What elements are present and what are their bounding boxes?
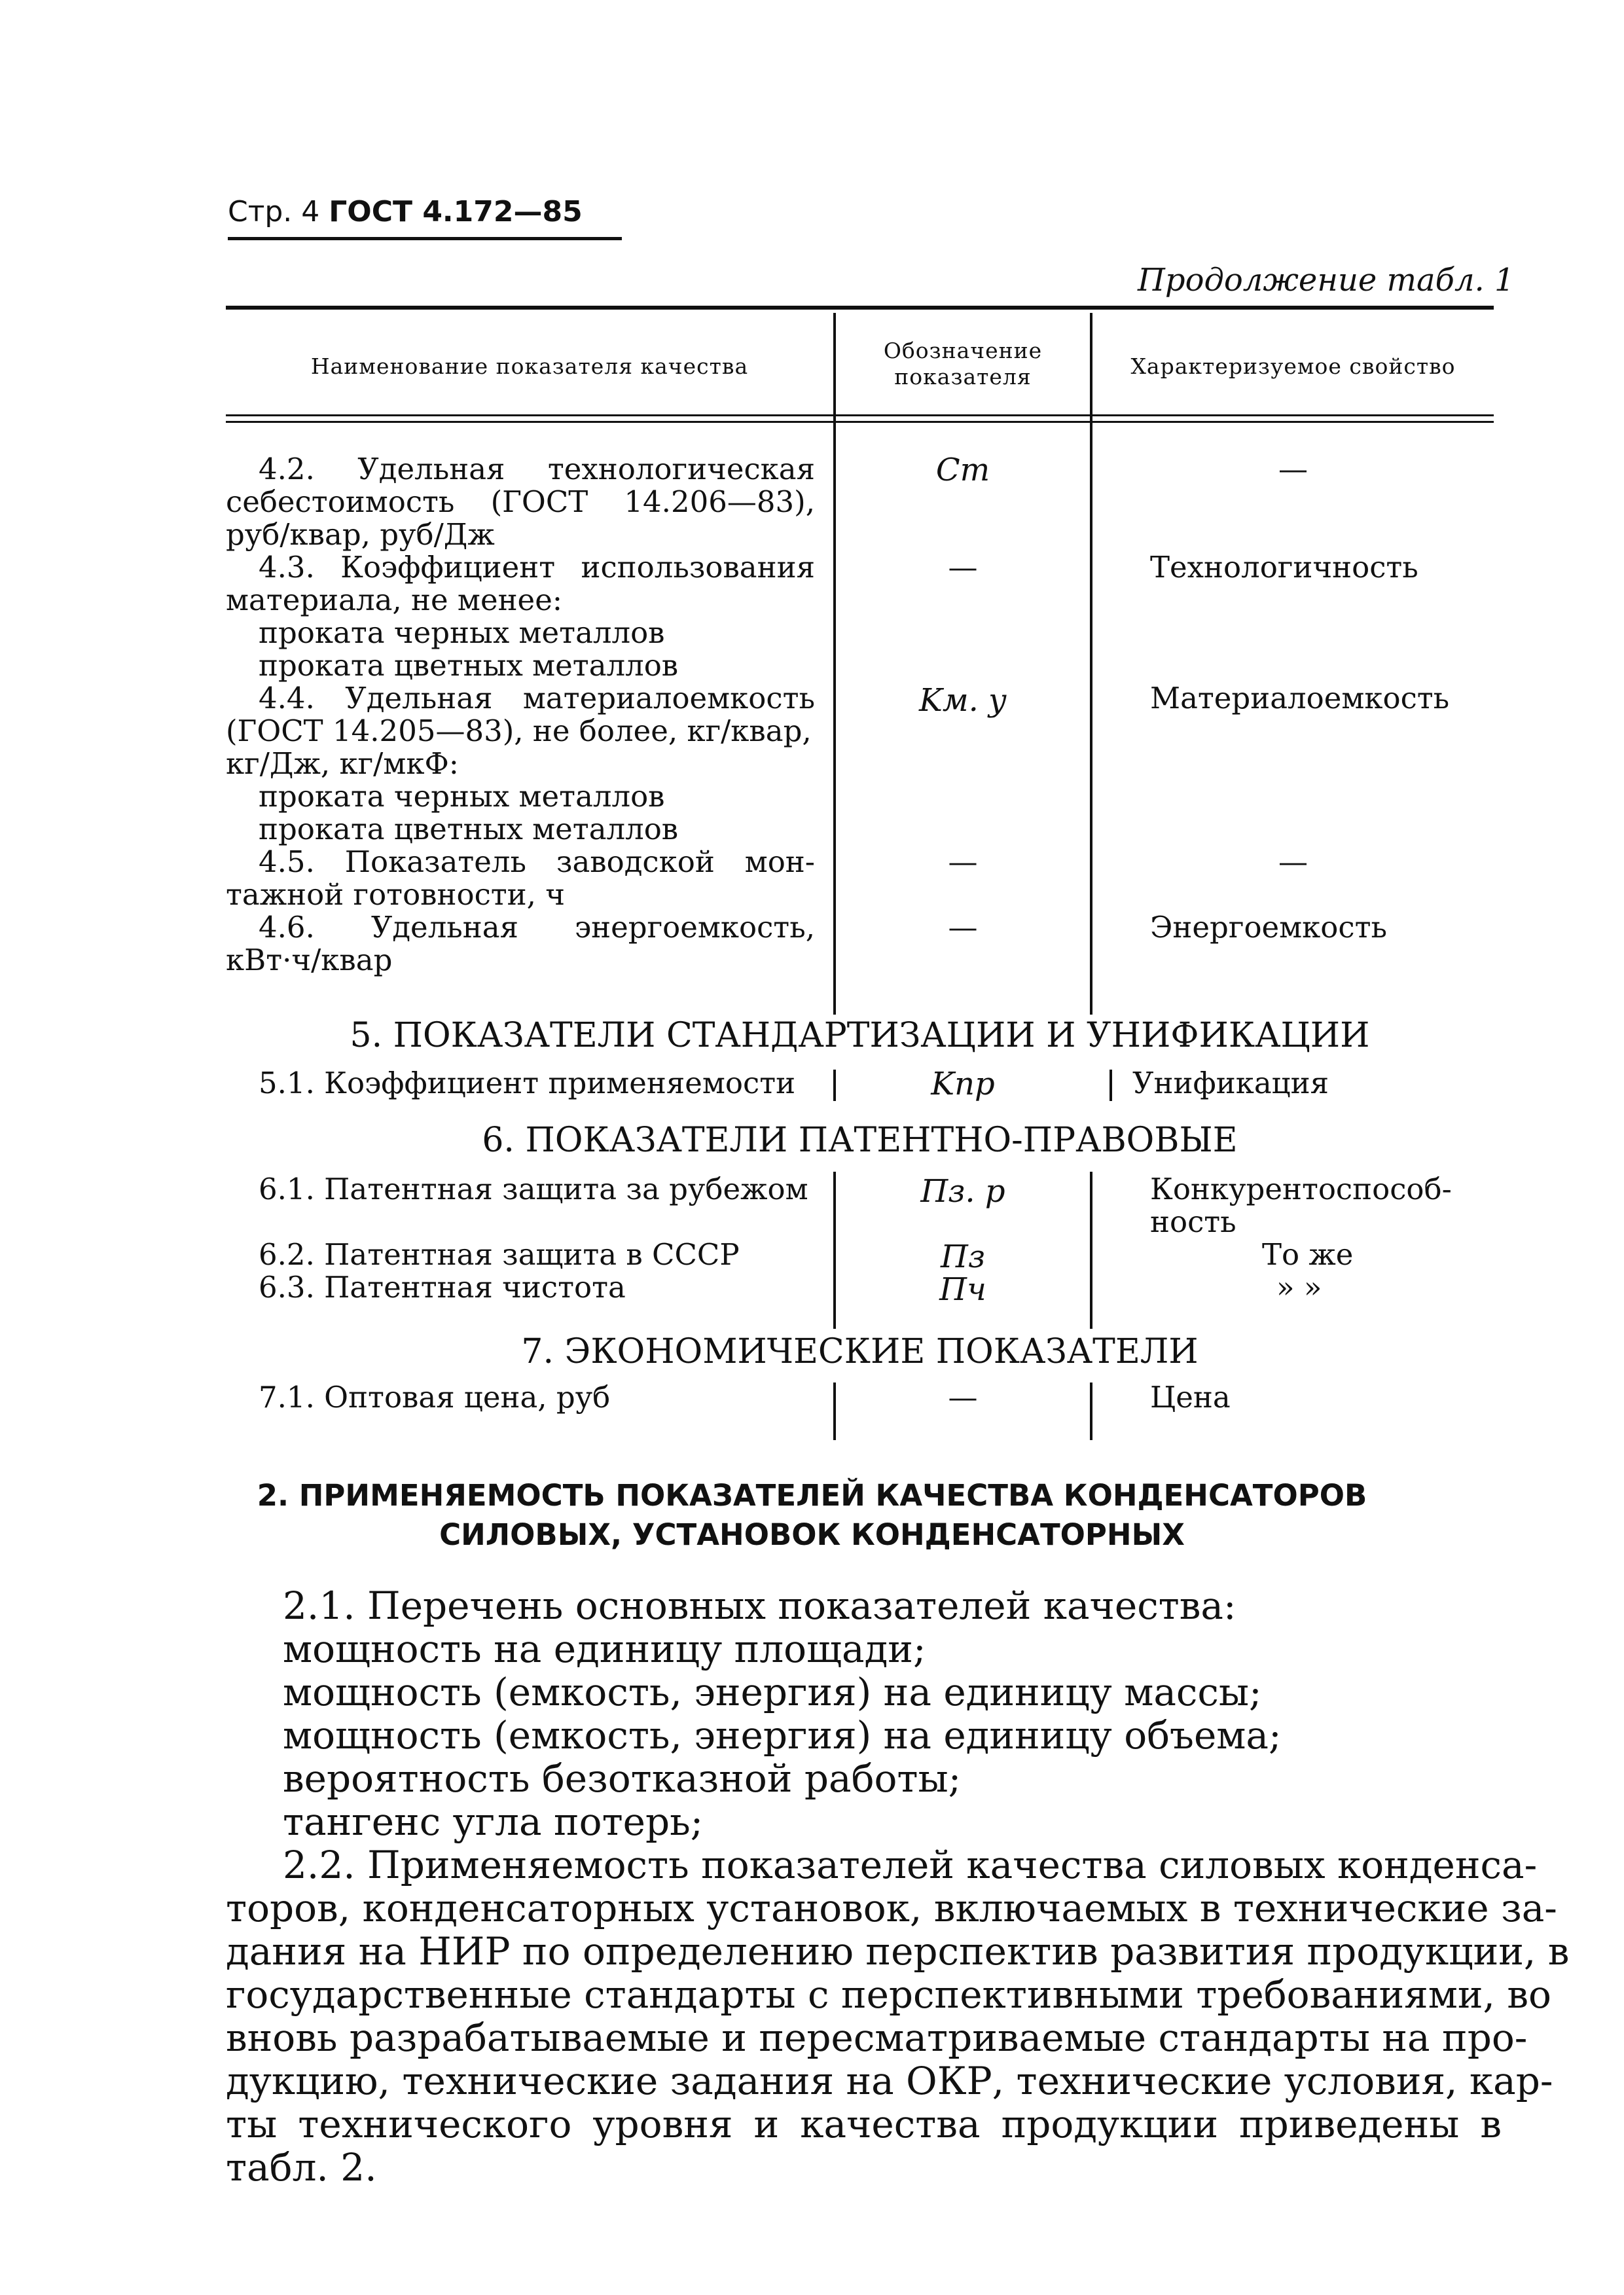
row-4-5-symbol: — [948,844,978,879]
page-header [228,195,583,228]
p22-line-4: государственные стандарты с перспективными требованиями, во [226,1972,1551,2017]
row-4-6-name-line-1: 4.6. Удельная энергоемкость, [259,910,815,945]
section-7-title: 7. ЭКОНОМИЧЕСКИЕ ПОКАЗАТЕЛИ [521,1332,1199,1371]
section-2-heading-line-1: 2. ПРИМЕНЯЕМОСТЬ ПОКАЗАТЕЛЕЙ КАЧЕСТВА КОНДЕНСАТОРОВ [257,1478,1367,1513]
row-4-3-symbol: — [948,550,978,585]
row-4-4-symbol: Kм. у [918,682,1007,719]
header-underline [228,237,622,240]
p21-line-4: мощность (емкость, энергия) на единицу объема; [283,1713,1282,1758]
row-5-1-divider-2 [1110,1070,1112,1101]
row-7-1-symbol: — [948,1380,978,1415]
column-header-property: Характеризуемое свойство [1130,353,1456,379]
column-divider-2 [1090,313,1092,1015]
row-4-3-name-line-4: проката цветных металлов [259,648,679,683]
row-4-4-property: Материалоемкость [1150,681,1450,715]
row-5-1-symbol: Kпр [931,1066,995,1102]
p22-line-6: дукцию, технические задания на ОКР, технические условия, кар- [226,2059,1553,2103]
p21-line-5: вероятность безотказной работы; [283,1756,962,1801]
row-4-3-property: Технологичность [1150,550,1418,585]
row-7-1-divider-2 [1090,1382,1092,1440]
p22-line-7: ты технического уровня и качества продукции приведены в [226,2102,1502,2146]
p22-line-2: торов, конденсаторных установок, включаемых в технические за- [226,1886,1557,1930]
row-7-1-name: 7.1. Оптовая цена, руб [259,1380,611,1415]
p22-line-5: вновь разрабатываемые и пересматриваемые стандарты на про- [226,2015,1528,2060]
row-5-1-property: Унификация [1132,1066,1329,1100]
row-6-1-property-line-2: ность [1150,1204,1236,1239]
header-bottom-rule-2 [226,421,1494,423]
row-6-1-property-line-1: Конкурентоспособ- [1150,1172,1452,1206]
p21-line-2: мощность на единицу площади; [283,1627,926,1671]
row-4-6-symbol: — [948,910,978,945]
p22-line-1: 2.2. Применяемость показателей качества силовых конденса- [283,1843,1538,1887]
row-6-2-property: То же [1262,1237,1354,1272]
row-6-2-symbol: Пз [940,1238,986,1275]
row-4-6-property: Энергоемкость [1150,910,1387,945]
row-4-2-name-line-1: 4.2. Удельная технологическая [259,452,815,486]
table-continuation-label: Продолжение табл. 1 [1138,262,1515,298]
p22-line-8: табл. 2. [226,2145,377,2190]
row-6-2-name: 6.2. Патентная защита в СССР [259,1237,740,1272]
column-header-symbol-2: показателя [894,364,1032,389]
row-4-5-name-line-2: тажной готовности, ч [226,877,566,912]
column-header-symbol-1: Обозначение [883,338,1043,363]
row-4-2-name-line-2: себестоимость (ГОСТ 14.206—83), [226,484,815,519]
table-top-rule [226,306,1494,310]
row-6-3-name: 6.3. Патентная чистота [259,1270,626,1305]
p21-line-6: тангенс угла потерь; [283,1799,704,1844]
section-2-heading-line-2: СИЛОВЫХ, УСТАНОВОК КОНДЕНСАТОРНЫХ [439,1517,1185,1552]
row-4-2-property: — [1278,452,1308,486]
row-4-3-name-line-1: 4.3. Коэффициент использования [259,550,815,585]
p21-line-3: мощность (емкость, энергия) на единицу массы; [283,1670,1262,1714]
row-4-5-name-line-1: 4.5. Показатель заводской мон- [259,844,815,879]
header-bottom-rule-1 [226,414,1494,416]
row-4-4-name-line-2: (ГОСТ 14.205—83), не более, кг/квар, [226,714,812,748]
page-number: Стр. 4 [228,195,320,228]
standard-number: ГОСТ 4.172—85 [329,195,583,228]
row-4-3-name-line-3: проката черных металлов [259,615,665,650]
row-4-4-name-line-1: 4.4. Удельная материалоемкость [259,681,815,715]
row-4-2-symbol: Cт [935,452,990,488]
section-6-divider-2 [1090,1172,1092,1329]
row-6-3-symbol: Пч [939,1271,986,1308]
p21-line-1: 2.1. Перечень основных показателей качества: [283,1583,1236,1628]
row-6-1-symbol: Пз. р [920,1173,1005,1210]
row-6-3-property: » » [1276,1270,1322,1305]
column-divider-1 [833,313,836,1015]
section-6-title: 6. ПОКАЗАТЕЛИ ПАТЕНТНО-ПРАВОВЫЕ [482,1121,1238,1160]
row-4-2-name-line-3: руб/квар, руб/Дж [226,517,495,552]
column-header-name: Наименование показателя качества [310,353,749,379]
row-4-5-property: — [1278,844,1308,879]
row-4-4-name-line-4: проката черных металлов [259,779,665,814]
row-4-4-name-line-3: кг/Дж, кг/мкФ: [226,746,459,781]
row-5-1-name: 5.1. Коэффициент применяемости [259,1066,796,1100]
row-4-6-name-line-2: кВт·ч/квар [226,943,393,977]
row-4-4-name-line-5: проката цветных металлов [259,812,679,846]
row-6-1-name: 6.1. Патентная защита за рубежом [259,1172,808,1206]
section-5-title: 5. ПОКАЗАТЕЛИ СТАНДАРТИЗАЦИИ И УНИФИКАЦИИ [350,1016,1370,1055]
p22-line-3: дания на НИР по определению перспектив развития продукции, в [226,1929,1570,1974]
row-7-1-property: Цена [1150,1380,1231,1415]
row-4-3-name-line-2: материала, не менее: [226,583,562,617]
